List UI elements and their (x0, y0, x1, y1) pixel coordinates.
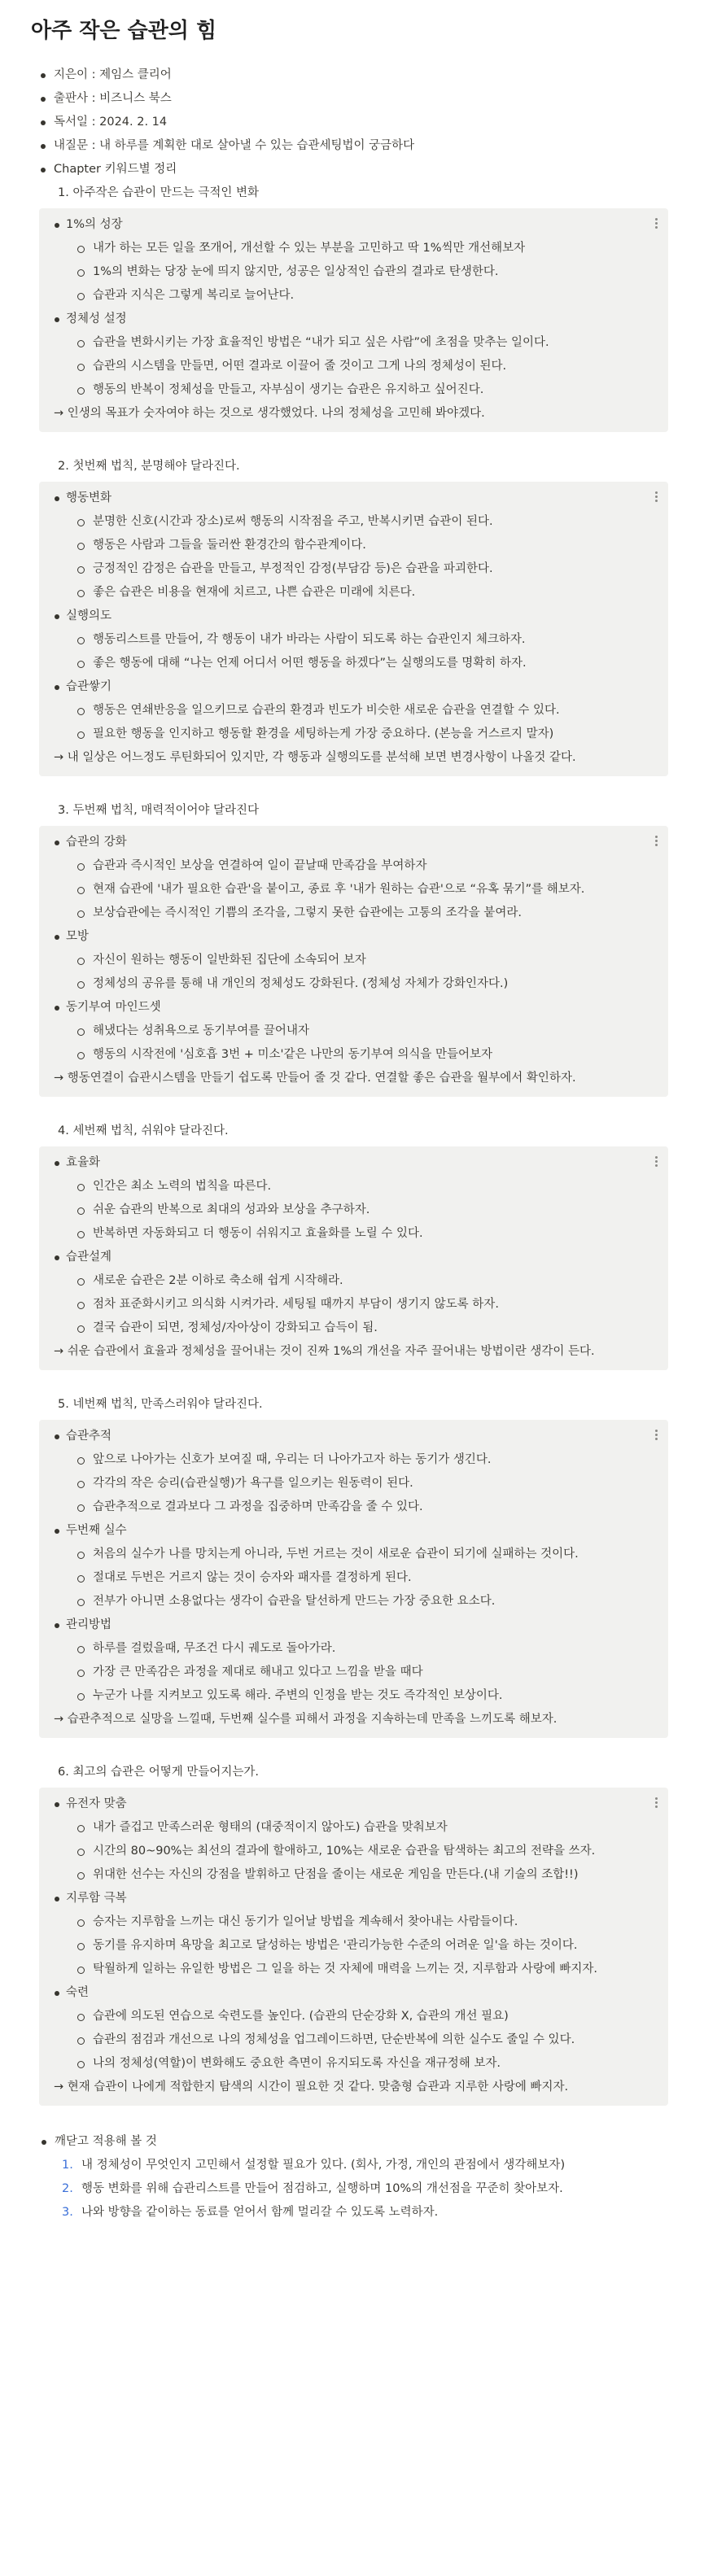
more-options-icon[interactable] (655, 218, 658, 229)
sub-item: 자신이 원하는 행동이 일반화된 집단에 소속되어 보자 (50, 949, 655, 972)
item-number: 2. (62, 2182, 73, 2195)
numbered-item (37, 2177, 693, 2201)
sub-item: 습관추적으로 결과보다 그 과정을 집중하며 만족감을 줄 수 있다. (50, 1495, 655, 1519)
topic-item: 1%의 성장 (50, 213, 655, 237)
sub-item: 쉬운 습관의 반복으로 최대의 성과와 보상을 추구하자. (50, 1198, 655, 1222)
section-title: 3. 두번째 법칙, 매력적이어야 달라진다 (58, 804, 259, 817)
sub-item: 동기를 유지하며 욕망을 최고로 달성하는 방법은 '관리가능한 수준의 어려운 일'을 하는 것이다. (50, 1934, 655, 1958)
sub-item: 행동은 사람과 그들을 둘러싼 환경간의 함수관계이다. (50, 534, 655, 557)
sub-item: 습관과 지식은 그렇게 복리로 늘어난다. (50, 284, 655, 308)
callout-block (39, 826, 668, 1097)
chapter-section (37, 1120, 693, 1370)
callout-block (39, 482, 668, 776)
sub-item: 점차 표준화시키고 의식화 시켜가라. 세팅될 때까지 부담이 생기지 않도록 하자. (50, 1293, 655, 1316)
sub-item: 나의 정체성(역할)이 변화해도 중요한 측면이 유지되도록 자신을 재규정해 보자. (50, 2052, 655, 2076)
meta-read-date: 독서일 : 2024. 2. 14 (39, 111, 693, 134)
sub-item: 앞으로 나아가는 신호가 보여질 때, 우리는 더 나아가고자 하는 동기가 생긴다. (50, 1448, 655, 1472)
topic-item: 습관설계 (50, 1246, 655, 1269)
sub-item: 각각의 작은 승리(습관실행)가 욕구를 일으키는 원동력이 된다. (50, 1472, 655, 1495)
topic-item: 습관추적 (50, 1425, 655, 1448)
sub-item: 승자는 지루함을 느끼는 대신 동기가 일어날 방법을 계속해서 찾아내는 사람들이다. (50, 1910, 655, 1934)
sub-item: 인간은 최소 노력의 법칙을 따른다. (50, 1175, 655, 1198)
chapter-section (37, 1393, 693, 1738)
chapter-section (37, 799, 693, 1097)
sub-item: 습관의 점검과 개선으로 나의 정체성을 업그레이드하면, 단순반복에 의한 실수도 줄일 수 있다. (50, 2028, 655, 2052)
sub-item: 해냈다는 성취욕으로 동기부여를 끌어내자 (50, 1019, 655, 1043)
item-number: 1. (62, 2159, 73, 2172)
sub-item: 탁월하게 일하는 유일한 방법은 그 일을 하는 것 자체에 매력을 느끼는 것, 지루함과 사랑에 빠지자. (50, 1958, 655, 1981)
sub-item: 전부가 아니면 소용없다는 생각이 습관을 탈선하게 만드는 가장 중요한 요소다. (50, 1590, 655, 1613)
topic-item: 관리방법 (50, 1613, 655, 1637)
item-number: 3. (62, 2206, 73, 2219)
sub-item: 습관과 즉시적인 보상을 연결하여 일이 끝날때 만족감을 부여하자 (50, 854, 655, 878)
section-conclusion: → 쉬운 습관에서 효율과 정체성을 끌어내는 것이 진짜 1%의 개선을 자주 끌어내는 방법이란 생각이 든다. (54, 1345, 595, 1358)
meta-chapter-heading: Chapter 키워드별 정리 (39, 158, 693, 181)
numbered-item (37, 2154, 693, 2177)
sub-item: 행동리스트를 만들어, 각 행동이 내가 바라는 사람이 되도록 하는 습관인지 체크하자. (50, 628, 655, 652)
more-options-icon[interactable] (655, 1156, 658, 1168)
callout-block (39, 208, 668, 432)
section-conclusion: → 현재 습관이 나에게 적합한지 탐색의 시간이 필요한 것 같다. 맞춤형 습관과 지루한 사랑에 빠지자. (54, 2080, 569, 2094)
callout-block (39, 1788, 668, 2106)
topic-item: 실행의도 (50, 605, 655, 628)
sub-item: 내가 하는 모든 일을 쪼개어, 개선할 수 있는 부분을 고민하고 딱 1%씩만 개선해보자 (50, 237, 655, 260)
callout-block (39, 1420, 668, 1738)
meta-question: 내질문 : 내 하루를 계획한 대로 살아낼 수 있는 습관세팅법이 궁금하다 (39, 134, 693, 158)
topic-item: 행동변화 (50, 487, 655, 510)
section-title: 6. 최고의 습관은 어떻게 만들어지는가. (58, 1766, 259, 1779)
sub-item: 보상습관에는 즉시적인 기쁨의 조각을, 그렇지 못한 습관에는 고통의 조각을 붙여라. (50, 902, 655, 925)
sub-item: 가장 큰 만족감은 과정을 제대로 해내고 있다고 느낌을 받을 때다 (50, 1661, 655, 1684)
sub-item: 절대로 두번은 거르지 않는 것이 승자와 패자를 결정하게 된다. (50, 1566, 655, 1590)
sub-item: 새로운 습관은 2분 이하로 축소해 쉽게 시작해라. (50, 1269, 655, 1293)
sub-item: 시간의 80~90%는 최선의 결과에 할애하고, 10%는 새로운 습관을 탐색하는 최고의 전략을 쓰자. (50, 1840, 655, 1863)
chapter-sections (37, 181, 693, 2106)
more-options-icon[interactable] (655, 836, 658, 847)
numbered-item-text: 내 정체성이 무엇인지 고민해서 설정할 필요가 있다. (회사, 가정, 개인의 관점에서 생각해보자) (81, 2159, 566, 2172)
more-options-icon[interactable] (655, 1797, 658, 1809)
sub-item: 행동의 시작전에 '심호흡 3번 + 미소'같은 나만의 동기부여 의식을 만들어보자 (50, 1043, 655, 1067)
page-title: 아주 작은 습관의 힘 (31, 19, 217, 43)
section-conclusion: → 행동연결이 습관시스템을 만들기 쉽도록 만들어 줄 것 같다. 연결할 좋은 습관을 월부에서 확인하자. (54, 1072, 576, 1085)
more-options-icon[interactable] (655, 491, 658, 503)
section-conclusion: → 습관추적으로 실망을 느낄때, 두번째 실수를 피해서 과정을 지속하는데 만족을 느끼도록 해보자. (54, 1713, 558, 1726)
sub-item: 필요한 행동을 인지하고 행동할 환경을 세팅하는게 가장 중요하다. (본능을 거스르지 말자) (50, 723, 655, 746)
topic-item: 숙련 (50, 1981, 655, 2005)
sub-item: 누군가 나를 지켜보고 있도록 해라. 주변의 인정을 받는 것도 즉각적인 보상이다. (50, 1684, 655, 1708)
topic-item: 습관의 강화 (50, 831, 655, 854)
section-title: 1. 아주작은 습관이 만드는 극적인 변화 (58, 186, 259, 199)
topic-item: 지루함 극복 (50, 1887, 655, 1910)
sub-item: 1%의 변화는 당장 눈에 띄지 않지만, 성공은 일상적인 습관의 결과로 탄생한다. (50, 260, 655, 284)
sub-item: 습관의 시스템을 만들면, 어떤 결과로 이끌어 줄 것이고 그게 나의 정체성이 된다. (50, 355, 655, 378)
sub-item: 정체성의 공유를 통해 내 개인의 정체성도 강화된다. (정체성 자체가 강화인자다.) (50, 972, 655, 996)
chapter-section (37, 455, 693, 776)
sub-item: 좋은 행동에 대해 “나는 언제 어디서 어떤 행동을 하겠다”는 실행의도를 명확히 하자. (50, 652, 655, 675)
chapter-section (37, 181, 693, 432)
topic-item: 습관쌓기 (50, 675, 655, 699)
numbered-item (37, 2201, 693, 2225)
section-title: 5. 네번째 법칙, 만족스러워야 달라진다. (58, 1398, 263, 1411)
section-title: 4. 세번째 법칙, 쉬워야 달라진다. (58, 1124, 229, 1137)
sub-item: 습관에 의도된 연습으로 숙련도를 높인다. (습관의 단순강화 X, 습관의 개선 필요) (50, 2005, 655, 2028)
sub-item: 좋은 습관은 비용을 현재에 치르고, 나쁜 습관은 미래에 치른다. (50, 581, 655, 605)
topic-item: 효율화 (50, 1151, 655, 1175)
section-title: 2. 첫번째 법칙, 분명해야 달라진다. (58, 460, 240, 473)
sub-item: 반복하면 자동화되고 더 행동이 쉬워지고 효율화를 노릴 수 있다. (50, 1222, 655, 1246)
topic-item: 정체성 설정 (50, 308, 655, 331)
meta-author: 지은이 : 제임스 클리어 (39, 63, 693, 87)
sub-item: 내가 즐겁고 만족스러운 형태의 (대중적이지 않아도) 습관을 맞춰보자 (50, 1816, 655, 1840)
sub-item: 습관을 변화시키는 가장 효율적인 방법은 “내가 되고 싶은 사람”에 초점을 맞추는 일이다. (50, 331, 655, 355)
more-options-icon[interactable] (655, 1430, 658, 1441)
chapter-section (37, 1761, 693, 2106)
topic-item: 유전자 맞춤 (50, 1792, 655, 1816)
sub-item: 행동은 연쇄반응을 일으키므로 습관의 환경과 빈도가 비슷한 새로운 습관을 연결할 수 있다. (50, 699, 655, 723)
sub-item: 긍정적인 감정은 습관을 만들고, 부정적인 감정(부담감 등)은 습관을 파괴한다. (50, 557, 655, 581)
meta-list (39, 63, 693, 181)
sub-item: 하루를 걸렀을때, 무조건 다시 궤도로 돌아가라. (50, 1637, 655, 1661)
sub-item: 처음의 실수가 나를 망치는게 아니라, 두번 거르는 것이 새로운 습관이 되기에 실패하는 것이다. (50, 1543, 655, 1566)
sub-item: 행동의 반복이 정체성을 만들고, 자부심이 생기는 습관은 유지하고 싶어진다. (50, 378, 655, 402)
section-conclusion: → 인생의 목표가 숫자여야 하는 것으로 생각했었다. 나의 정체성을 고민해 봐야겠다. (54, 407, 485, 420)
section-conclusion: → 내 일상은 어느정도 루틴화되어 있지만, 각 행동과 실행의도를 분석해 보면 변경사항이 나올것 같다. (54, 751, 576, 764)
sub-item: 분명한 신호(시간과 장소)로써 행동의 시작점을 주고, 반복시키면 습관이 된다. (50, 510, 655, 534)
topic-item: 동기부여 마인드셋 (50, 996, 655, 1019)
takeaways-label: 깨닫고 적용해 볼 것 (37, 2130, 693, 2154)
callout-block (39, 1146, 668, 1370)
topic-item: 모방 (50, 925, 655, 949)
numbered-item-text: 행동 변화를 위해 습관리스트를 만들어 점검하고, 실행하며 10%의 개선점을 꾸준히 찾아보자. (81, 2182, 563, 2195)
sub-item: 결국 습관이 되면, 정체성/자아상이 강화되고 습득이 됨. (50, 1316, 655, 1340)
numbered-item-text: 나와 방향을 같이하는 동료를 얻어서 함께 멀리갈 수 있도록 노력하자. (81, 2206, 439, 2219)
topic-item: 두번째 실수 (50, 1519, 655, 1543)
takeaways-section (37, 2130, 693, 2225)
sub-item: 위대한 선수는 자신의 강점을 발휘하고 단점을 줄이는 새로운 게임을 만든다.(내 기술의 조합!!) (50, 1863, 655, 1887)
sub-item: 현재 습관에 '내가 필요한 습관'을 붙이고, 종료 후 '내가 원하는 습관'으로 “유혹 묶기”를 해보자. (50, 878, 655, 902)
meta-publisher: 출판사 : 비즈니스 북스 (39, 87, 693, 111)
